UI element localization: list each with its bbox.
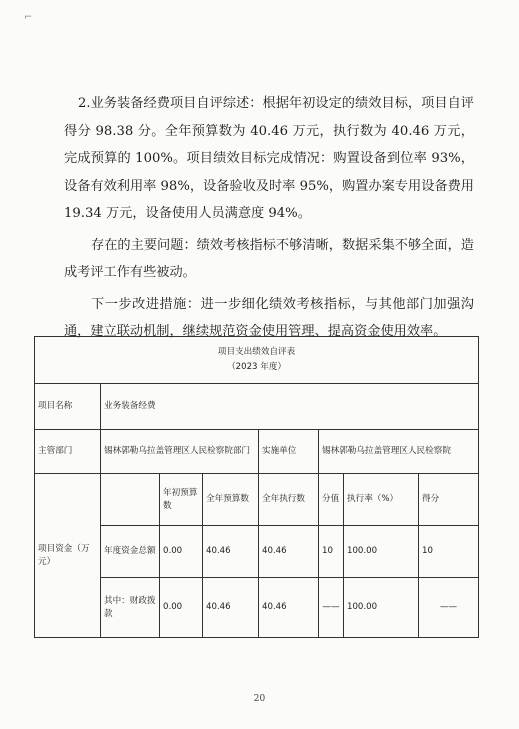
dept-label: 主管部门	[35, 430, 101, 474]
page-number: 20	[253, 694, 266, 704]
row-cell: 40.46	[203, 526, 259, 578]
row-cell: 100.00	[344, 578, 419, 638]
dept-value: 锡林郭勒乌拉盖管理区人民检察院部门	[101, 430, 259, 474]
paragraph-summary: 2.业务装备经费项目自评综述：根据年初设定的绩效目标，项目自评得分 98.38 分。全年预算数为 40.46 万元，执行数为 40.46 万元，完成预算的 100%。项目绩效目标完成情况：购置设备到位率 93%，设备有效利用率 98%，设备验收及时率 95%，购置办案专用设备费用 19.34 万元，设备使用人员满意度 94%。	[64, 96, 474, 221]
row-cell: 10	[319, 526, 344, 578]
header-cell: 全年执行数	[259, 474, 319, 526]
impl-value: 锡林郭勒乌拉盖管理区人民检察院	[319, 430, 479, 474]
row-cell: 10	[419, 526, 479, 578]
row-cell: 0.00	[160, 578, 203, 638]
row-cell: ——	[419, 578, 479, 638]
project-name-label: 项目名称	[35, 384, 101, 430]
header-blank	[101, 474, 160, 526]
performance-table	[34, 336, 479, 638]
paragraph-problems: 存在的主要问题：绩效考核指标不够清晰，数据采集不够全面，造成考评工作有些被动。	[64, 237, 474, 280]
row-label: 年度资金总额	[101, 526, 160, 578]
corner-mark: ⌐	[24, 12, 33, 23]
impl-label: 实施单位	[259, 430, 319, 474]
table-title: 项目支出绩效自评表	[217, 347, 296, 357]
header-cell: 年初预算数	[160, 474, 203, 526]
row-cell: ——	[319, 578, 344, 638]
row-label: 其中：财政拨款	[101, 578, 160, 638]
table-row	[35, 578, 479, 638]
row-cell: 40.46	[259, 578, 319, 638]
funds-label: 项目资金（万元）	[35, 474, 101, 638]
table-row	[35, 526, 479, 578]
table-year: （2023 年度）	[227, 362, 287, 372]
project-name-value: 业务装备经费	[101, 384, 479, 430]
row-cell: 100.00	[344, 526, 419, 578]
header-cell: 得分	[419, 474, 479, 526]
header-cell: 执行率（%）	[344, 474, 419, 526]
header-cell: 全年预算数	[203, 474, 259, 526]
table-title-cell	[35, 337, 479, 384]
body-text	[64, 90, 474, 346]
row-cell: 40.46	[259, 526, 319, 578]
row-cell: 0.00	[160, 526, 203, 578]
header-cell: 分值	[319, 474, 344, 526]
row-cell: 40.46	[203, 578, 259, 638]
paragraph-improvements: 下一步改进措施：进一步细化绩效考核指标，与其他部门加强沟通，建立联动机制，继续规范资金使用管理、提高资金使用效率。	[64, 296, 474, 339]
